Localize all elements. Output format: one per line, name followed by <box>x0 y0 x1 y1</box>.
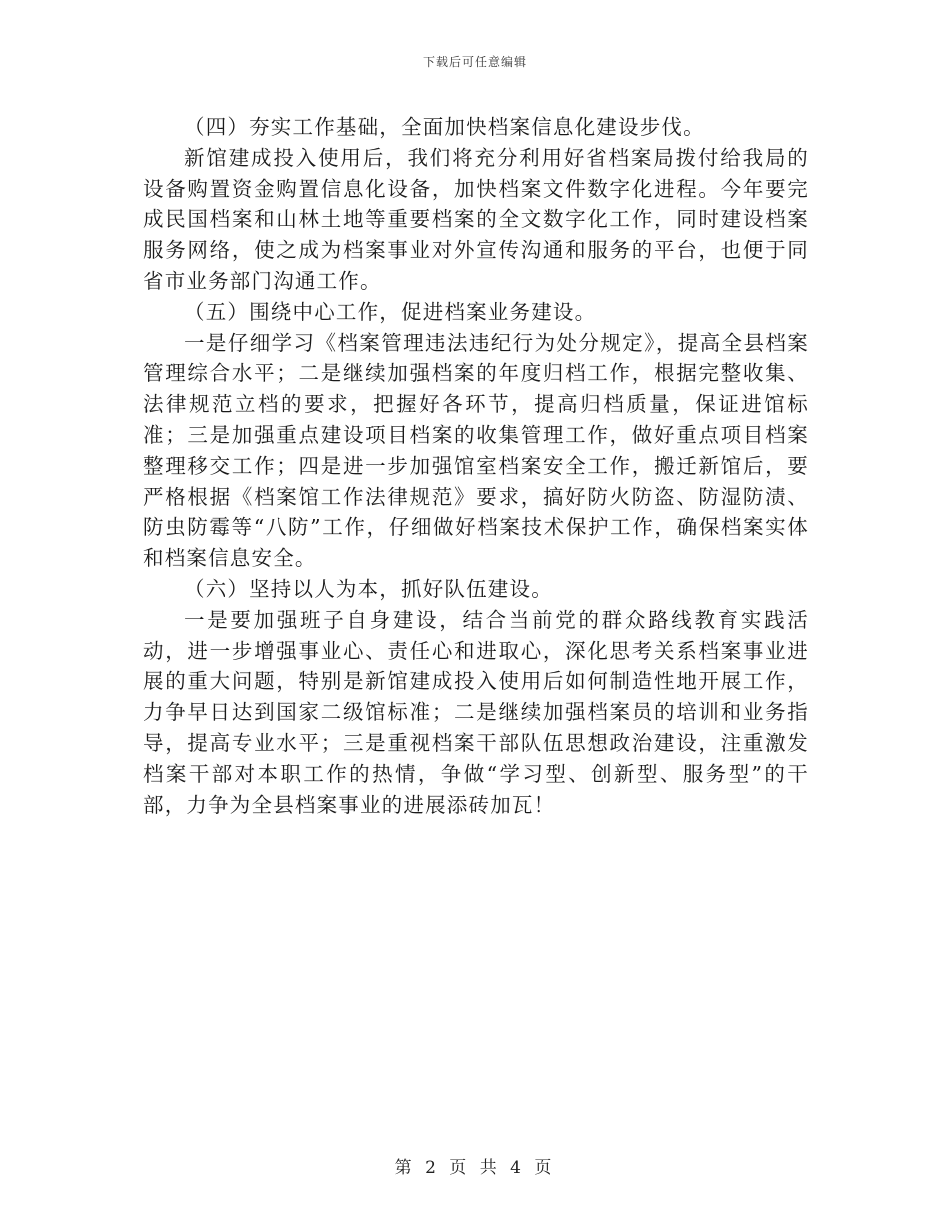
section-paragraph-4: 新馆建成投入使用后，我们将充分利用好省档案局拨付给我局的设备购置资金购置信息化设备，加快档案文件数字化进程。今年要完成民国档案和山林土地等重要档案的全文数字化工作，同时建设档案服务网络，使之成为档案事业对外宣传沟通和服务的平台，也便于同省市业务部门沟通工作。 <box>143 145 809 293</box>
section-heading-5: （五）围绕中心工作，促进档案业务建设。 <box>184 299 597 324</box>
section-paragraph-5: 一是仔细学习《档案管理违法违纪行为处分规定》，提高全县档案管理综合水平；二是继续加强档案的年度归档工作，根据完整收集、法律规范立档的要求，把握好各环节，提高归档质量，保证进馆标准；三是加强重点建设项目档案的收集管理工作，做好重点项目档案整理移交工作；四是进一步加强馆室档案安全工作，搬迁新馆后，要严格根据《档案馆工作法律规范》要求，搞好防火防盗、防湿防渍、防虫防霉等“八防”工作，仔细做好档案技术保护工作，确保档案实体和档案信息安全。 <box>143 330 809 571</box>
section-heading-6: （六）坚持以人为本，抓好队伍建设。 <box>184 576 553 601</box>
page-number-footer: 第 2 页 共 4 页 <box>394 1158 556 1178</box>
page-header: 下载后可任意编辑 <box>422 55 527 69</box>
section-paragraph-6: 一是要加强班子自身建设，结合当前党的群众路线教育实践活动，进一步增强事业心、责任心和进取心，深化思考关系档案事业进展的重大问题，特别是新馆建成投入使用后如何制造性地开展工作，力争早日达到国家二级馆标准；二是继续加强档案员的培训和业务指导，提高专业水平；三是重视档案干部队伍思想政治建设，注重激发档案干部对本职工作的热情，争做“学习型、创新型、服务型”的干部，力争为全县档案事业的进展添砖加瓦！ <box>143 607 809 817</box>
section-heading-4: （四）夯实工作基础，全面加快档案信息化建设步伐。 <box>184 115 705 139</box>
document-body <box>143 112 809 820</box>
